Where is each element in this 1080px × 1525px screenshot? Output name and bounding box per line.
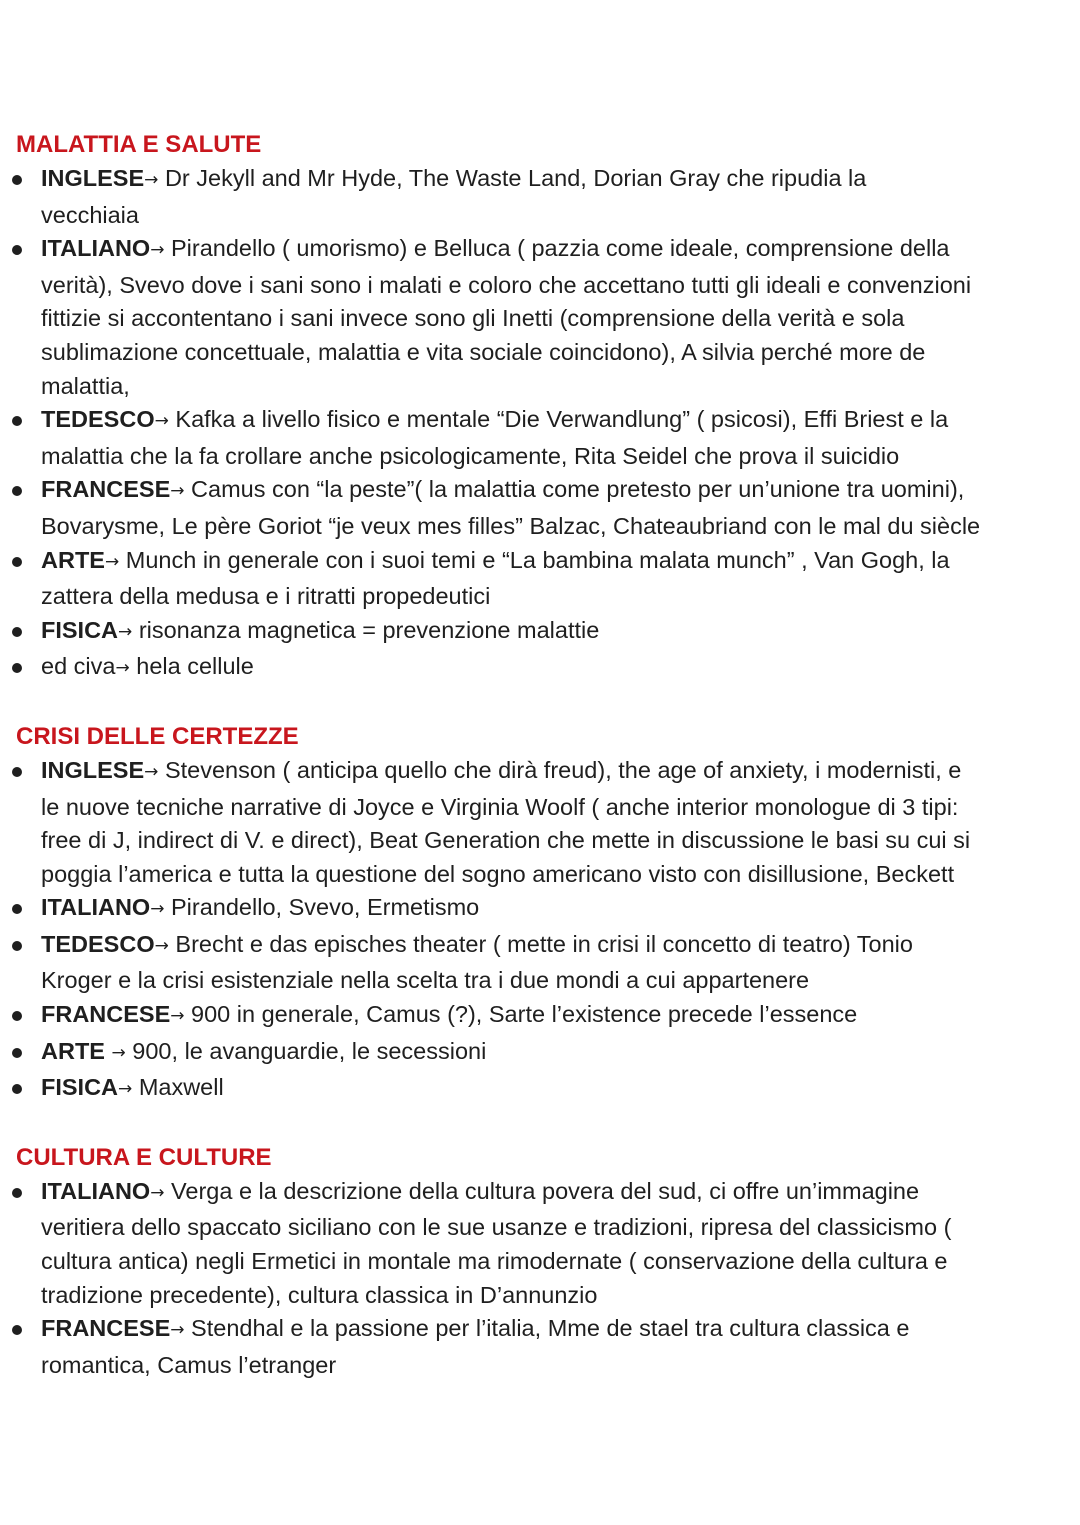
subject-label: TEDESCO — [41, 930, 155, 957]
text-line: Bovarysme, Le père Goriot “je veux mes filles” Balzac, Chateaubriand con le mal du siècle — [41, 512, 981, 539]
arrow-right-icon: → — [144, 761, 159, 782]
list-item — [0, 614, 1080, 651]
list-item — [0, 544, 1080, 614]
bullet-icon — [12, 767, 22, 777]
subject-label: INGLESE — [41, 165, 145, 191]
list-item — [0, 754, 1080, 891]
subject-label: INGLESE — [41, 756, 145, 783]
item-text: risonanza magnetica = prevenzione malattie — [138, 616, 600, 643]
text-line — [41, 650, 1062, 687]
item-text: Camus con “la peste”( la malattia come pretesto per un’unione tra uomini), — [191, 476, 965, 503]
text-line: le nuove tecniche narrative di Joyce e Virginia Woolf ( anche interior monologue di 3 tipi: — [41, 793, 959, 820]
subject-label: ITALIANO — [41, 894, 151, 921]
bullet-icon — [12, 1188, 22, 1198]
arrow-right-icon: → — [111, 1042, 126, 1063]
text-line — [41, 232, 1062, 269]
list-item — [0, 650, 1080, 687]
section-crisi-delle-certezze — [0, 720, 1080, 1108]
list-item — [0, 998, 1080, 1035]
bullet-icon — [12, 1084, 22, 1094]
item-text: Kafka a livello fisico e mentale “Die Verwandlung” ( psicosi), Effi Briest e la — [175, 406, 949, 433]
arrow-right-icon: → — [144, 170, 159, 190]
arrow-right-icon: → — [118, 621, 133, 642]
item-text: Pirandello, Svevo, Ermetismo — [171, 894, 480, 921]
item-text: Stendhal e la passione per l’italia, Mme de stael tra cultura classica e — [191, 1315, 910, 1342]
text-line: veritiera dello spaccato siciliano con le sue usanze e tradizioni, ripresa del classicismo ( — [41, 1214, 952, 1241]
text-line — [41, 614, 1062, 651]
bullet-icon — [12, 1325, 22, 1335]
list-item — [0, 1175, 1080, 1312]
bullet-icon — [12, 245, 22, 255]
subject-label: FISICA — [41, 616, 119, 643]
section-malattia-e-salute — [0, 128, 1080, 687]
bullet-icon — [12, 941, 22, 951]
item-text: Verga e la descrizione della cultura povera del sud, ci offre un’immagine — [171, 1177, 920, 1204]
arrow-right-icon: → — [150, 240, 165, 261]
text-line: fittizie si accontentano i sani invece sono gli Inetti (comprensione della verità e sola — [41, 305, 905, 332]
subject-label: ITALIANO — [41, 235, 151, 262]
text-line — [41, 473, 1062, 510]
bullet-icon — [12, 416, 22, 426]
arrow-right-icon: → — [150, 1182, 165, 1203]
topic-list — [0, 754, 1080, 1108]
arrow-right-icon: → — [170, 481, 185, 502]
bullet-icon — [12, 904, 22, 914]
text-line: zattera della medusa e i ritratti propedeutici — [41, 583, 491, 610]
text-line — [41, 928, 1062, 965]
item-text: Dr Jekyll and Mr Hyde, The Waste Land, Dorian Gray che ripudia la — [164, 165, 867, 191]
text-line: cultura antica) negli Ermetici in montale ma rimodernate ( conservazione della cultura e — [41, 1248, 948, 1275]
bullet-icon — [12, 627, 22, 637]
bullet-icon — [12, 663, 22, 673]
list-item — [0, 1035, 1080, 1072]
text-line — [41, 403, 1062, 440]
section-cultura-e-culture — [0, 1141, 1080, 1383]
text-line: free di J, indirect di V. e direct), Beat Generation che mette in discussione le basi su cui si — [41, 827, 971, 854]
text-line: poggia l’america e tutta la questione del sogno americano visto con disillusione, Beckett — [41, 860, 955, 887]
item-text: 900, le avanguardie, le secessioni — [132, 1037, 487, 1064]
bullet-icon — [12, 1048, 22, 1058]
text-line — [41, 1071, 1062, 1108]
arrow-right-icon: → — [170, 1320, 185, 1341]
item-text: Brecht e das episches theater ( mette in crisi il concetto di teatro) Tonio — [175, 930, 913, 957]
text-line: vecchiaia — [41, 201, 139, 228]
arrow-right-icon: → — [170, 1006, 185, 1027]
list-item — [0, 928, 1080, 998]
subject-label: TEDESCO — [41, 406, 155, 433]
list-item — [0, 232, 1080, 403]
item-text: 900 in generale, Camus (?), Sarte l’existence precede l’essence — [191, 1001, 858, 1028]
subject-label: ed civa — [41, 653, 116, 680]
text-line — [41, 162, 1062, 199]
item-text: Munch in generale con i suoi temi e “La bambina malata munch” , Van Gogh, la — [125, 546, 950, 573]
list-item — [0, 891, 1080, 928]
arrow-right-icon: → — [115, 658, 130, 679]
arrow-right-icon: → — [118, 1079, 133, 1100]
subject-label: ARTE — [41, 546, 105, 573]
text-line: romantica, Camus l’etranger — [41, 1351, 337, 1378]
topic-list — [0, 1175, 1080, 1383]
notes-page — [0, 128, 1080, 1415]
text-line — [41, 998, 1062, 1035]
text-line: tradizione precedente), cultura classica in D’annunzio — [41, 1281, 598, 1308]
subject-label: FRANCESE — [41, 1315, 171, 1342]
text-line — [41, 891, 1062, 928]
text-line — [41, 1312, 1062, 1349]
bullet-icon — [12, 557, 22, 567]
text-line — [41, 1035, 1062, 1072]
arrow-right-icon: → — [150, 899, 165, 920]
item-text: Stevenson ( anticipa quello che dirà freud), the age of anxiety, i modernisti, e — [164, 756, 962, 783]
text-line: malattia che la fa crollare anche psicologicamente, Rita Seidel che prova il suicidio — [41, 442, 900, 469]
arrow-right-icon: → — [154, 411, 169, 432]
topic-list — [0, 162, 1080, 687]
list-item — [0, 403, 1080, 473]
subject-label: FRANCESE — [41, 476, 171, 503]
arrow-right-icon: → — [154, 935, 169, 956]
subject-label: FRANCESE — [41, 1001, 171, 1028]
subject-label: ITALIANO — [41, 1177, 151, 1204]
section-title: CRISI DELLE CERTEZZE — [16, 722, 299, 750]
section-title: CULTURA E CULTURE — [16, 1143, 272, 1171]
item-text: hela cellule — [136, 653, 254, 680]
bullet-icon — [12, 175, 22, 185]
text-line: sublimazione concettuale, malattia e vita sociale coincidono), A silvia perché more de — [41, 338, 926, 365]
list-item — [0, 1071, 1080, 1108]
text-line — [41, 754, 1062, 791]
section-title: MALATTIA E SALUTE — [16, 131, 262, 158]
list-item — [0, 1312, 1080, 1382]
text-line: malattia, — [41, 372, 130, 399]
text-line — [41, 544, 1062, 581]
list-item — [0, 473, 1080, 543]
item-text: Pirandello ( umorismo) e Belluca ( pazzia come ideale, comprensione della — [171, 235, 950, 262]
bullet-icon — [12, 486, 22, 496]
bullet-icon — [12, 1011, 22, 1021]
subject-label: ARTE — [41, 1037, 105, 1064]
list-item — [0, 162, 1080, 232]
text-line: Kroger e la crisi esistenziale nella scelta tra i due mondi a cui appartenere — [41, 967, 810, 994]
subject-label: FISICA — [41, 1074, 119, 1101]
text-line — [41, 1175, 1062, 1212]
arrow-right-icon: → — [104, 551, 120, 572]
item-text: Maxwell — [138, 1074, 224, 1101]
text-line: verità), Svevo dove i sani sono i malati e coloro che accettano tutti gli ideali e convenzioni — [41, 271, 972, 298]
